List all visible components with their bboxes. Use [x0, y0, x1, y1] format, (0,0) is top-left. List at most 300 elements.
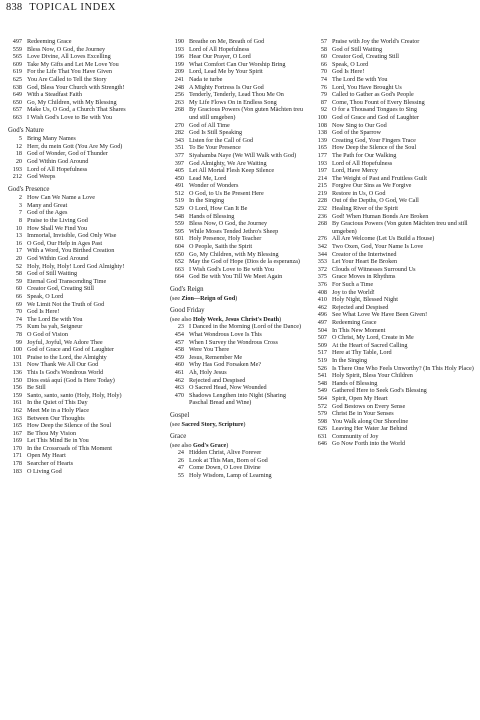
- hymn-title: Bless Now, O God, the Journey: [189, 220, 268, 228]
- hymn-title: Hands of Blessing: [189, 212, 235, 220]
- hymn-title: Praise with Joy the World's Creator: [332, 38, 420, 45]
- hymn-title: Holy Spirit, Bless Your Children: [332, 372, 413, 380]
- index-entry: [170, 369, 306, 377]
- hymn-title: I Wish God's Love to Be with You: [189, 265, 274, 273]
- hymn-title: God Within God Around: [27, 157, 89, 165]
- hymn-number: 159: [12, 391, 22, 399]
- hymn-title: Out of the Depths, O God, We Call: [332, 197, 419, 205]
- index-entry: [313, 235, 475, 243]
- hymn-title: O People, Saith the Spirit: [189, 243, 253, 251]
- index-entry: [8, 323, 168, 331]
- hymn-number: 663: [12, 113, 22, 121]
- index-entry: [170, 205, 306, 213]
- hymn-number: 375: [317, 273, 327, 281]
- hymn-title: God Within God Around: [27, 255, 89, 263]
- see-topic-link[interactable]: Sacred Story, Scripture: [181, 420, 244, 428]
- hymn-number: 20: [15, 255, 22, 263]
- hymn-number: 601: [174, 235, 184, 243]
- hymn-title: Tenderly, Tenderly, Lead Thou Me On: [189, 91, 284, 99]
- index-entry: [313, 319, 475, 327]
- index-entry: [313, 99, 475, 107]
- hymn-title: Go Now Forth into the World: [332, 440, 406, 448]
- index-entry: [170, 84, 306, 92]
- index-entry: [8, 293, 168, 301]
- hymn-title: Hidden Christ, Alive Forever: [189, 449, 262, 457]
- hymn-number: 657: [12, 106, 22, 114]
- hymn-title: I Wish God's Love to Be with You: [27, 113, 112, 121]
- index-entry: [313, 137, 475, 145]
- index-entry: [313, 160, 475, 168]
- hymn-number: 405: [174, 167, 184, 175]
- hymn-number: 57: [320, 38, 327, 45]
- hymn-number: 228: [317, 197, 327, 205]
- index-entry: [8, 422, 168, 430]
- hymn-number: 177: [317, 151, 327, 159]
- hymn-title: Lord of All Hopefulness: [27, 165, 88, 173]
- index-entry: [8, 361, 168, 369]
- hymn-title: Siyahamba Naye (We Will Walk with God): [189, 151, 297, 159]
- hymn-title: Now Thank We All Our God: [27, 361, 99, 369]
- index-entry: [8, 384, 168, 392]
- index-entry: [8, 255, 168, 263]
- index-entry: [8, 270, 168, 278]
- index-entry: [170, 457, 306, 465]
- index-entry: [170, 266, 306, 274]
- index-entry: [8, 194, 168, 202]
- hymn-title: In the Quiet of This Day: [27, 399, 88, 407]
- hymn-title: God Weeps: [27, 173, 56, 181]
- index-entry: [313, 334, 475, 342]
- hymn-title: Lord, You Have Brought Us: [332, 83, 402, 91]
- index-entry: [313, 327, 475, 335]
- index-entry: [170, 160, 306, 168]
- hymn-title: Come, Thou Fount of Every Blessing: [332, 98, 425, 106]
- hymn-title: How Deep the Silence of the Soul: [27, 422, 112, 430]
- hymn-number: 78: [15, 330, 22, 338]
- hymn-title: By Gracious Powers (Von guten Mächten treu und still umgeben): [189, 106, 303, 121]
- hymn-title: Between Our Thoughts: [27, 414, 85, 422]
- hymn-title: God Almighty, We Are Waiting: [189, 159, 267, 167]
- hymn-title: Lord of All Hopefulness: [332, 159, 393, 167]
- hymn-number: 70: [15, 308, 22, 316]
- hymn-number: 92: [320, 106, 327, 114]
- hymn-number: 270: [174, 121, 184, 129]
- index-entry: [8, 339, 168, 347]
- hymn-number: 460: [174, 361, 184, 369]
- hymn-number: 397: [174, 159, 184, 167]
- hymn-number: 60: [320, 53, 327, 61]
- hymn-number: 167: [12, 429, 22, 437]
- index-entry: [313, 91, 475, 99]
- index-entry: [170, 228, 306, 236]
- index-entry: [313, 213, 475, 221]
- index-entry: [170, 152, 306, 160]
- index-entry: [313, 440, 475, 448]
- hymn-number: 75: [15, 323, 22, 331]
- hymn-title: Searcher of Hearts: [27, 460, 74, 468]
- hymn-number: 52: [15, 262, 22, 270]
- hymn-number: 497: [12, 38, 22, 45]
- hymn-title: Herr, du mein Gott (You Are My God): [27, 142, 123, 150]
- hymn-title: Leaving Her Water Jar Behind: [332, 425, 408, 433]
- hymn-number: 23: [177, 323, 184, 331]
- index-entry: [170, 53, 306, 61]
- hymn-title: Praise to the Living God: [27, 217, 88, 225]
- hymn-title: Holy, Holy, Holy! Lord God Almighty!: [27, 262, 125, 270]
- hymn-title: Open My Heart: [27, 452, 66, 460]
- hymn-number: 18: [15, 150, 22, 158]
- hymn-title: See What Love We Have Been Given!: [332, 311, 428, 319]
- hymn-number: 509: [317, 341, 327, 349]
- index-entry: [170, 182, 306, 190]
- index-entry: [8, 430, 168, 438]
- index-entry: [8, 158, 168, 166]
- index-entry: [170, 99, 306, 107]
- topic-heading: Good Friday: [170, 307, 205, 315]
- hymn-title: With a Word, You Birthed Creation: [27, 247, 115, 255]
- hymn-title: How Deep the Silence of the Soul: [332, 144, 417, 152]
- hymn-number: 199: [174, 60, 184, 68]
- hymn-number: 646: [317, 440, 327, 448]
- hymn-number: 664: [174, 273, 184, 281]
- see-reference: [170, 316, 306, 324]
- index-entry: [8, 346, 168, 354]
- topic-heading: God's Presence: [8, 185, 50, 193]
- hymn-number: 3: [18, 201, 22, 209]
- index-entry: [313, 425, 475, 433]
- hymn-title: Meet Me in a Holy Place: [27, 406, 90, 414]
- hymn-title: Bless Now, O God, the Journey: [27, 45, 106, 53]
- index-entry: [313, 38, 475, 46]
- hymn-title: Spirit, Open My Heart: [332, 394, 388, 402]
- hymn-number: 76: [320, 83, 327, 91]
- index-entry: [8, 278, 168, 286]
- hymn-number: 649: [12, 91, 22, 99]
- hymn-number: 156: [12, 384, 22, 392]
- hymn-number: 351: [174, 144, 184, 152]
- hymn-number: 190: [174, 38, 184, 45]
- index-entry: [313, 84, 475, 92]
- hymn-title: A Mighty Fortress Is Our God: [189, 83, 264, 91]
- hymn-number: 150: [12, 376, 22, 384]
- hymn-number: 100: [12, 346, 22, 354]
- index-entry: [8, 114, 168, 122]
- hymn-number: 196: [174, 53, 184, 61]
- hymn-number: 342: [317, 243, 327, 251]
- hymn-number: 183: [12, 467, 22, 475]
- index-entry: [313, 258, 475, 266]
- hymn-number: 232: [317, 205, 327, 213]
- hymn-title: Christ Be in Your Senses: [332, 410, 394, 418]
- hymn-number: 598: [317, 417, 327, 425]
- hymn-title: Now Sing to Our God: [332, 121, 387, 129]
- hymn-number: 162: [12, 406, 22, 414]
- hymn-number: 236: [317, 212, 327, 220]
- index-entry: [170, 91, 306, 99]
- index-entry: [8, 232, 168, 240]
- index-entry: [8, 61, 168, 69]
- hymn-number: 559: [12, 45, 22, 53]
- hymn-title: Holy Night, Blessed Night: [332, 296, 398, 304]
- index-entry: [8, 217, 168, 225]
- index-entry: [8, 209, 168, 217]
- hymn-number: 87: [320, 98, 327, 106]
- hymn-number: 650: [12, 98, 22, 106]
- hymn-number: 344: [317, 250, 327, 258]
- index-entry: [313, 205, 475, 213]
- index-entry: [313, 372, 475, 380]
- index-entry: [313, 53, 475, 61]
- hymn-number: 209: [174, 68, 184, 76]
- hymn-title: You Walk along Our Shoreline: [332, 417, 409, 425]
- index-entry: [170, 129, 306, 137]
- index-entry: [8, 437, 168, 445]
- hymn-title: What Wondrous Love Is This: [189, 330, 262, 338]
- hymn-number: 136: [12, 368, 22, 376]
- hymn-title: The Path for Our Walking: [332, 151, 397, 159]
- hymn-number: 457: [174, 338, 184, 346]
- index-entry: [170, 167, 306, 175]
- see-prefix: (see: [170, 420, 182, 428]
- hymn-title: God Bestows on Every Sense: [332, 402, 406, 410]
- index-entry: [170, 331, 306, 339]
- index-entry: [8, 68, 168, 76]
- hymn-title: Hear Our Prayer, O Lord: [189, 53, 251, 61]
- hymn-number: 79: [320, 91, 327, 99]
- hymn-title: Be Thou My Vision: [27, 429, 77, 437]
- hymn-title: Healing River of the Spirit: [332, 205, 398, 213]
- hymn-number: 193: [174, 45, 184, 53]
- hymn-title: How Shall We Find You: [27, 224, 88, 232]
- hymn-number: 170: [12, 444, 22, 452]
- index-entry: [170, 144, 306, 152]
- hymn-title: God Is Still Speaking: [189, 129, 243, 137]
- hymn-title: Two Oxen, God, Your Name Is Love: [332, 243, 424, 251]
- index-entry: [8, 150, 168, 158]
- index-entry: [8, 415, 168, 423]
- hymn-number: 197: [317, 167, 327, 175]
- index-column-1: [8, 38, 168, 475]
- index-column-3: [313, 38, 475, 448]
- index-entry: [313, 410, 475, 418]
- hymn-title: Let All Mortal Flesh Keep Silence: [189, 167, 275, 175]
- hymn-title: Creator God, Creating Still: [332, 53, 400, 61]
- index-entry: [8, 202, 168, 210]
- index-entry: [8, 91, 168, 99]
- index-entry: [170, 68, 306, 76]
- index-entry: [8, 143, 168, 151]
- hymn-title: Come Down, O Love Divine: [189, 464, 261, 472]
- hymn-number: 497: [317, 318, 327, 326]
- hymn-number: 214: [317, 174, 327, 182]
- index-entry: [8, 166, 168, 174]
- hymn-title: To Be Your Presence: [189, 144, 241, 152]
- hymn-title: With a Steadfast Faith: [27, 91, 82, 99]
- hymn-number: 626: [317, 425, 327, 433]
- index-entry: [313, 46, 475, 54]
- index-entry: [170, 258, 306, 266]
- hymn-number: 58: [320, 45, 327, 53]
- hymn-number: 372: [317, 265, 327, 273]
- hymn-number: 572: [317, 402, 327, 410]
- hymn-number: 462: [174, 376, 184, 384]
- index-entry: [313, 167, 475, 175]
- hymn-number: 2: [18, 194, 22, 202]
- index-entry: [170, 273, 306, 281]
- hymn-number: 519: [317, 356, 327, 364]
- hymn-title: O Sacred Head, Now Wounded: [189, 384, 267, 392]
- hymn-number: 171: [12, 452, 22, 460]
- see-topic-link[interactable]: Holy Week, Jesus Christ's Death: [193, 315, 280, 323]
- hymn-title: By Gracious Powers (Von guten Mächten treu und still umgeben): [332, 220, 468, 235]
- hymn-title: Lord, Have Mercy: [332, 167, 378, 175]
- hymn-number: 69: [15, 300, 22, 308]
- index-entry: [8, 460, 168, 468]
- hymn-number: 549: [317, 387, 327, 395]
- index-entry: [8, 354, 168, 362]
- index-entry: [8, 173, 168, 181]
- hymn-title: O Lord, How Can It Be: [189, 205, 248, 213]
- hymn-number: 248: [174, 83, 184, 91]
- hymn-title: O Christ, My Lord, Create in Me: [332, 334, 414, 342]
- hymn-number: 59: [15, 277, 22, 285]
- index-entry: [170, 377, 306, 385]
- hymn-title: God, Bless Your Church with Strength!: [27, 83, 125, 91]
- hymn-number: 13: [15, 232, 22, 240]
- index-entry: [313, 61, 475, 69]
- hymn-title: Ah, Holy Jesus: [189, 368, 227, 376]
- hymn-number: 212: [12, 173, 22, 181]
- hymn-title: In This New Moment: [332, 326, 386, 334]
- hymn-number: 631: [317, 432, 327, 440]
- hymn-number: 343: [174, 136, 184, 144]
- index-entry: [313, 144, 475, 152]
- hymn-number: 579: [317, 410, 327, 418]
- hymn-number: 74: [320, 75, 327, 83]
- hymn-title: God Is Here!: [27, 308, 60, 316]
- index-entry: [313, 114, 475, 122]
- hymn-number: 193: [317, 159, 327, 167]
- hymn-title: In the Singing: [189, 197, 225, 205]
- hymn-number: 619: [12, 68, 22, 76]
- hymn-title: Shadows Lengthen into Night (Sharing Paschal Bread and Wine): [189, 391, 286, 407]
- hymn-title: In the Crossroads of This Moment: [27, 444, 112, 452]
- hymn-title: Wonder of Wonders: [189, 182, 239, 190]
- hymn-number: 108: [317, 121, 327, 129]
- hymn-number: 512: [174, 189, 184, 197]
- hymn-title: Kum ba yah, Seigneur: [27, 323, 83, 331]
- hymn-title: Why Has God Forsaken Me?: [189, 361, 262, 369]
- see-prefix: (see: [170, 294, 182, 302]
- index-entry: [8, 301, 168, 309]
- hymn-number: 463: [174, 384, 184, 392]
- see-reference: [170, 421, 306, 429]
- hymn-number: 276: [317, 235, 327, 243]
- hymn-number: 470: [174, 391, 184, 399]
- hymn-title: Take My Gifts and Let Me Love You: [27, 60, 119, 68]
- hymn-number: 564: [317, 394, 327, 402]
- hymn-title: Hands of Blessing: [332, 379, 378, 387]
- hymn-number: 101: [12, 353, 22, 361]
- index-entry: [8, 316, 168, 324]
- hymn-number: 548: [174, 212, 184, 220]
- index-entry: [170, 464, 306, 472]
- hymn-number: 66: [15, 293, 22, 300]
- hymn-number: 47: [177, 464, 184, 472]
- hymn-number: 604: [174, 243, 184, 251]
- index-entry: [313, 197, 475, 205]
- index-entry: [313, 266, 475, 274]
- index-entry: [8, 392, 168, 400]
- index-entry: [8, 225, 168, 233]
- hymn-number: 410: [317, 296, 327, 304]
- index-entry: [313, 182, 475, 190]
- index-entry: [313, 175, 475, 183]
- hymn-title: Let Your Heart Be Broken: [332, 258, 398, 266]
- hymn-number: 193: [12, 165, 22, 173]
- hymn-title: Redeeming Grace: [332, 318, 377, 326]
- index-entry: [313, 365, 475, 373]
- see-topic-link[interactable]: Zion—Reign of God: [181, 294, 236, 302]
- hymn-title: Santo, santo, santo (Holy, Holy, Holy): [27, 391, 122, 399]
- index-entry: [170, 175, 306, 183]
- see-reference: [170, 295, 306, 303]
- index-entry: [170, 251, 306, 259]
- hymn-number: 178: [12, 460, 22, 468]
- hymn-title: What Comfort Can Our Worship Bring: [189, 60, 286, 68]
- hymn-title: Rejected and Despised: [332, 303, 389, 311]
- topic-heading: God's Nature: [8, 126, 44, 134]
- hymn-title: Restore in Us, O God: [332, 189, 386, 197]
- index-entry: [8, 369, 168, 377]
- see-suffix: ): [235, 294, 238, 302]
- hymn-number: 24: [177, 449, 184, 457]
- hymn-title: Creator of the Intertwined: [332, 250, 397, 258]
- hymn-number: 138: [317, 129, 327, 137]
- hymn-title: God Is Here!: [332, 68, 365, 76]
- index-entry: [313, 296, 475, 304]
- see-topic-link[interactable]: God's Grace: [193, 441, 227, 449]
- index-entry: [170, 46, 306, 54]
- hymn-number: 26: [177, 456, 184, 464]
- hymn-title: Bring Many Names: [27, 135, 76, 143]
- index-entry: [8, 285, 168, 293]
- hymn-title: God of Grace and God of Laughter: [27, 346, 114, 354]
- index-entry: [8, 407, 168, 415]
- index-entry: [8, 53, 168, 61]
- hymn-title: Lord of All Hopefulness: [189, 45, 250, 53]
- hymn-number: 458: [174, 346, 184, 354]
- hymn-title: Forgive Our Sins as We Forgive: [332, 182, 412, 190]
- hymn-number: 17: [15, 247, 22, 255]
- hymn-title: May the God of Hope (Dios de la esperanza): [189, 258, 300, 266]
- hymn-title: Rejected and Despised: [189, 376, 246, 384]
- hymn-number: 609: [12, 60, 22, 68]
- index-entry: [8, 377, 168, 385]
- hymn-title: I Danced in the Morning (Lord of the Dance): [189, 323, 302, 331]
- index-entry: [170, 190, 306, 198]
- index-entry: [170, 339, 306, 347]
- hymn-title: Listen for the Call of God: [189, 136, 254, 144]
- hymn-title: When I Survey the Wondrous Cross: [189, 338, 278, 346]
- hymn-number: 450: [174, 174, 184, 182]
- hymn-title: God of Wonder, God of Thunder: [27, 150, 108, 158]
- index-entry: [170, 384, 306, 392]
- hymn-title: Creating God, Your Fingers Trace: [332, 136, 416, 144]
- index-entry: [313, 342, 475, 350]
- hymn-number: 529: [174, 205, 184, 213]
- index-entry: [313, 403, 475, 411]
